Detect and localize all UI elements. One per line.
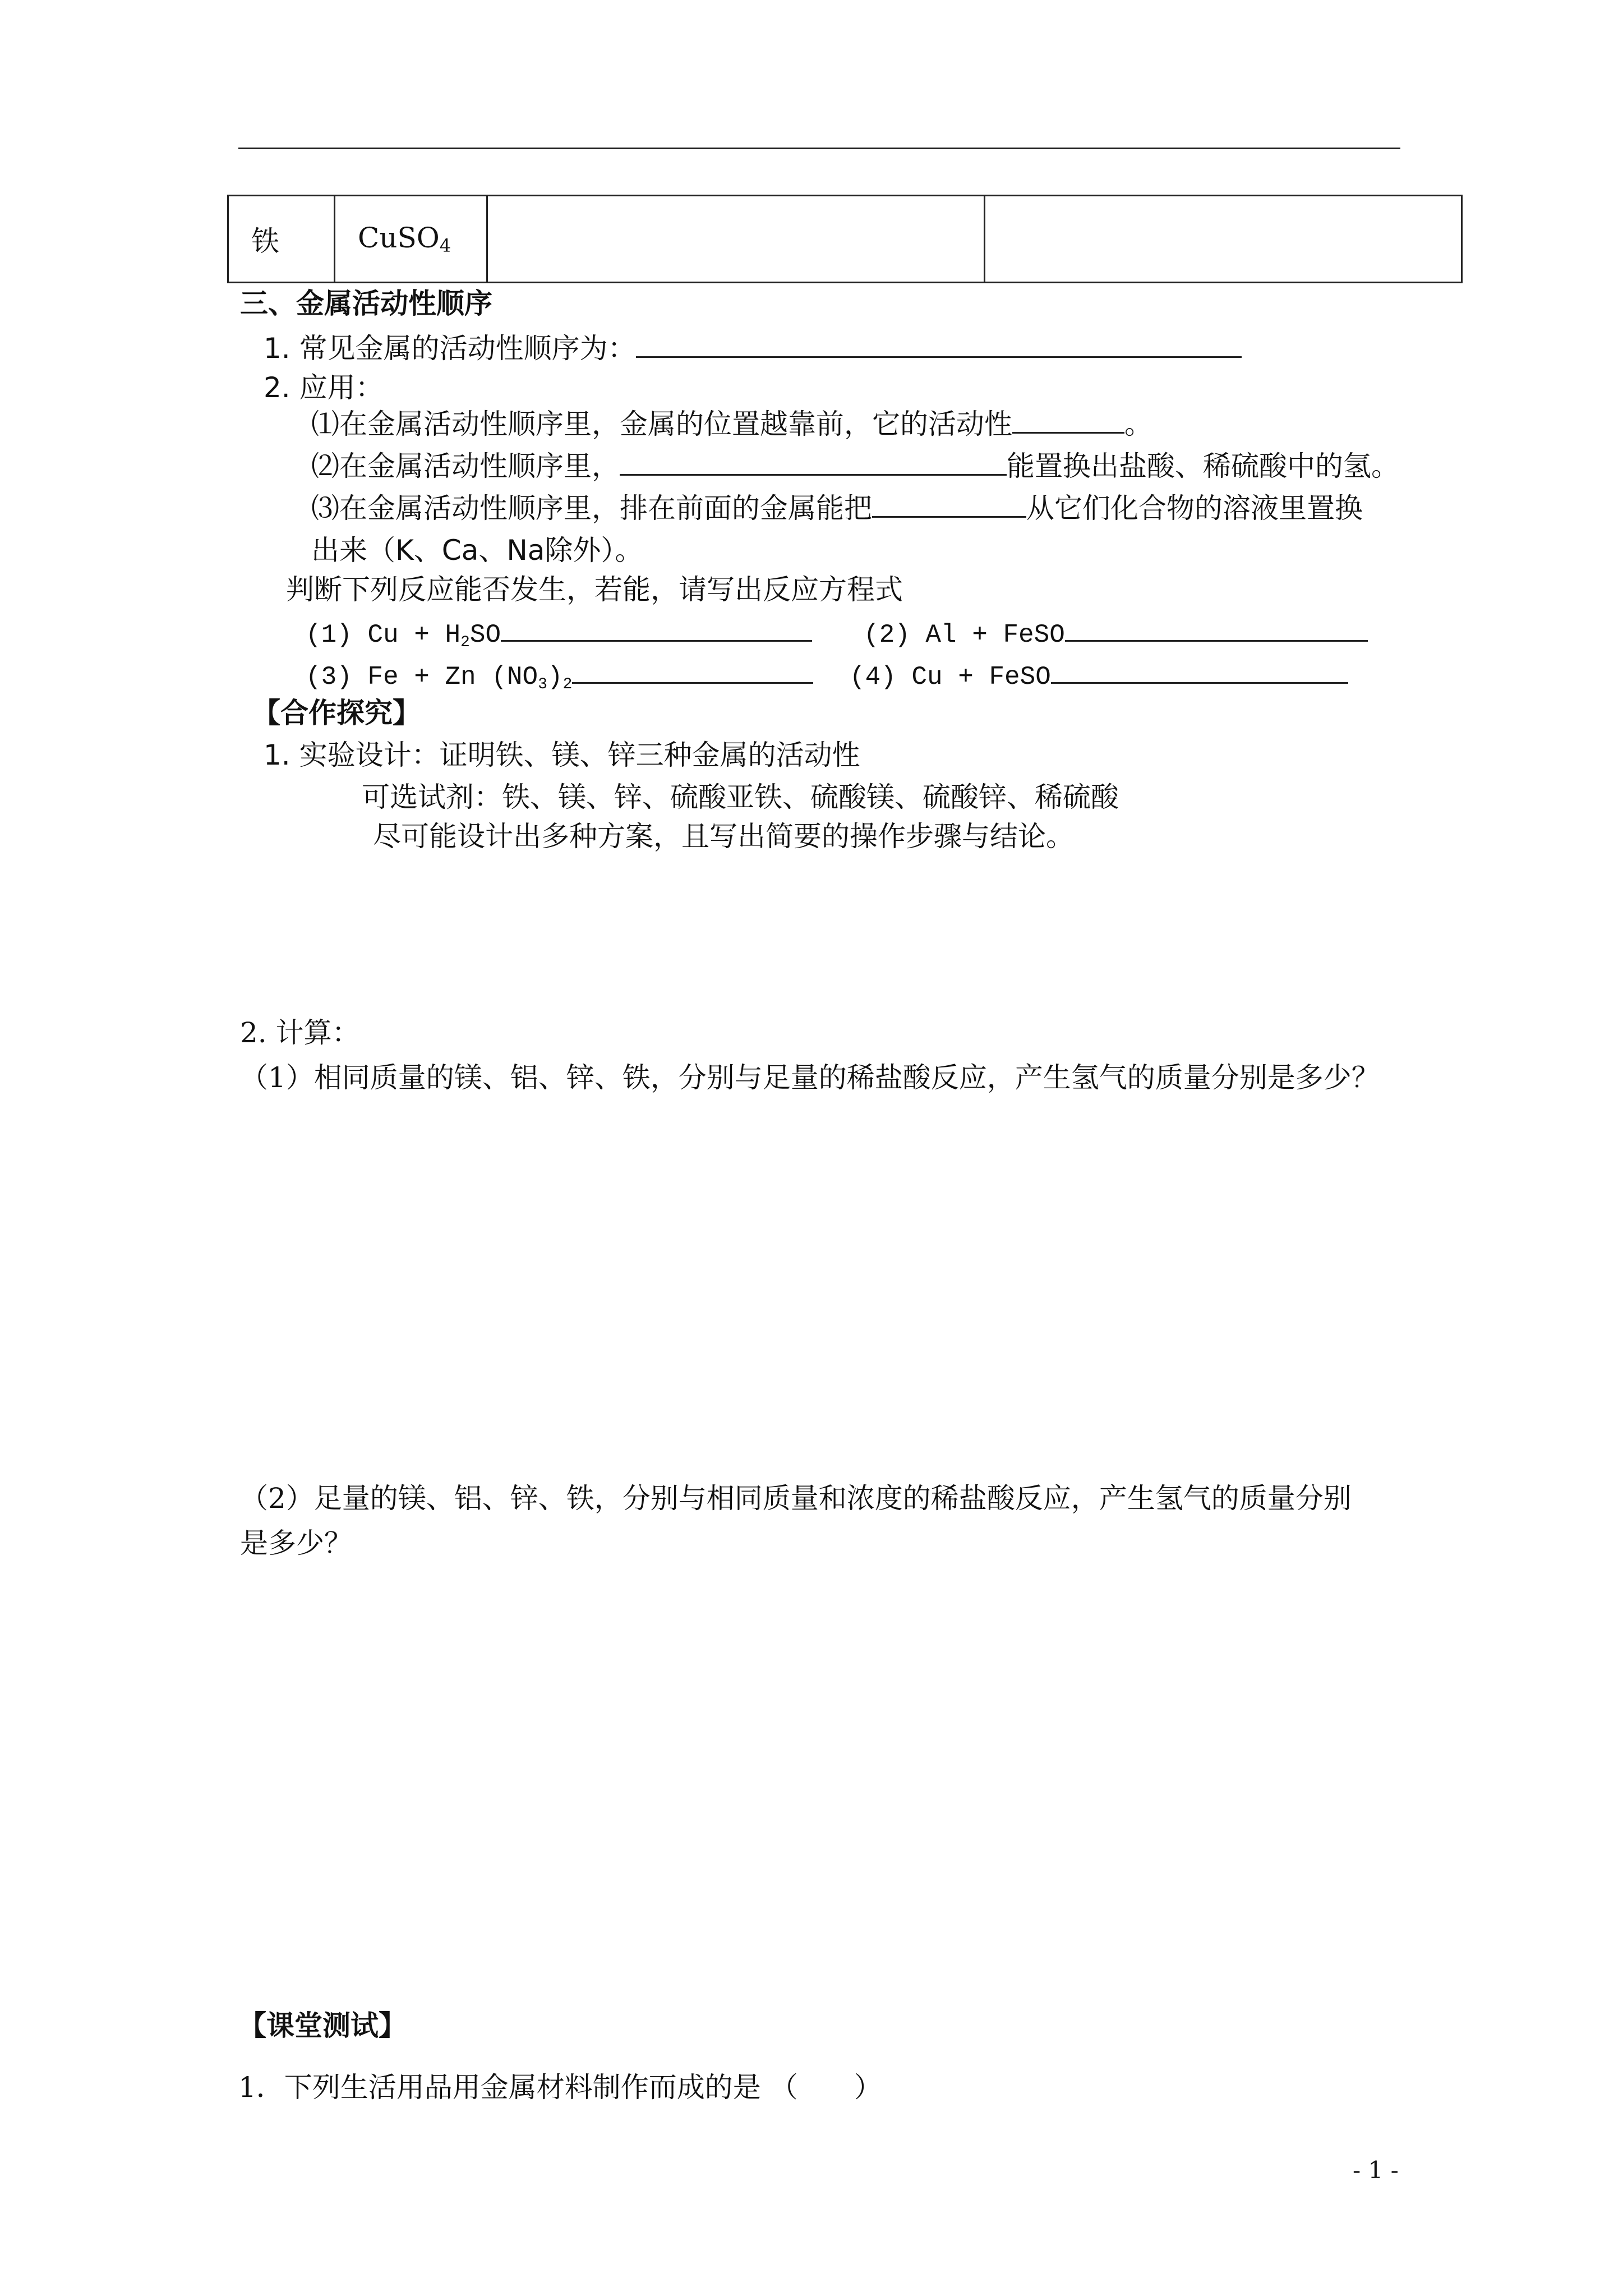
calc-question-1: （1）相同质量的镁、铝、锌、铁，分别与足量的稀盐酸反应，产生氢气的质量分别是多少？	[240, 1061, 1380, 1094]
table-cell-phenomenon	[487, 196, 985, 283]
design-instruction: 尽可能设计出多种方案，且写出简要的操作步骤与结论。	[373, 820, 1074, 853]
application-3: ⑶在金属活动性顺序里，排在前面的金属能把 从它们化合物的溶液里置换	[311, 492, 1363, 524]
section3-item2: 2. 应用：	[264, 371, 384, 404]
reaction-3: (3) Fe + Zn $(NO_3)_2$	[306, 657, 813, 702]
calc-question-2-cont: 是多少？	[240, 1527, 352, 1559]
answer-blank[interactable]	[1012, 407, 1124, 434]
answer-blank[interactable]	[1051, 657, 1348, 684]
test-title: 【课堂测试】	[238, 2009, 407, 2042]
header-rule	[238, 148, 1400, 149]
calc-title: 2. 计算：	[240, 1016, 360, 1049]
answer-blank[interactable]	[572, 657, 813, 684]
reagent-list: 可选试剂：铁、镁、锌、硫酸亚铁、硫酸镁、硫酸锌、稀硫酸	[362, 781, 1119, 813]
reaction-2: (2) Al + FeSO	[864, 615, 1368, 652]
cooperation-title: 【合作探究】	[252, 697, 421, 729]
application-2: ⑵在金属活动性顺序里， 能置换出盐酸、稀硫酸中的氢。	[311, 450, 1399, 482]
answer-blank[interactable]	[1065, 615, 1368, 642]
table-row	[228, 196, 1462, 283]
answer-blank[interactable]	[636, 332, 1242, 358]
reaction-1: (1) $Cu + H_2SO$	[306, 615, 812, 660]
table-cell-equation	[985, 196, 1462, 283]
section3-item1: 1. 常见金属的活动性顺序为：	[264, 331, 1242, 366]
reaction-table	[227, 195, 1463, 283]
application-3-cont: 出来（K、Ca、Na除外）。	[311, 534, 643, 567]
test-question-1: 1．下列生活用品用金属材料制作而成的是 （ ）	[238, 2071, 882, 2104]
judge-instruction: 判断下列反应能否发生，若能，请写出反应方程式	[286, 573, 903, 606]
application-1: ⑴在金属活动性顺序里，金属的位置越靠前，它的活动性 。	[311, 408, 1152, 440]
calc-question-2: （2）足量的镁、铝、锌、铁，分别与相同质量和浓度的稀盐酸反应，产生氢气的质量分别	[240, 1482, 1352, 1515]
table-cell-metal: 铁	[228, 196, 335, 283]
table-cell-reagent: CuSO$_4$	[335, 196, 487, 283]
answer-blank[interactable]	[501, 615, 812, 642]
reaction-4: (4) Cu + FeSO	[850, 657, 1348, 694]
page-number: - 1 -	[1353, 2156, 1399, 2184]
answer-blank[interactable]	[872, 491, 1026, 518]
section3-title: 三、金属活动性顺序	[240, 287, 492, 320]
answer-blank[interactable]	[620, 449, 1007, 476]
cooperation-item1: 1. 实验设计：证明铁、镁、锌三种金属的活动性	[264, 739, 860, 771]
